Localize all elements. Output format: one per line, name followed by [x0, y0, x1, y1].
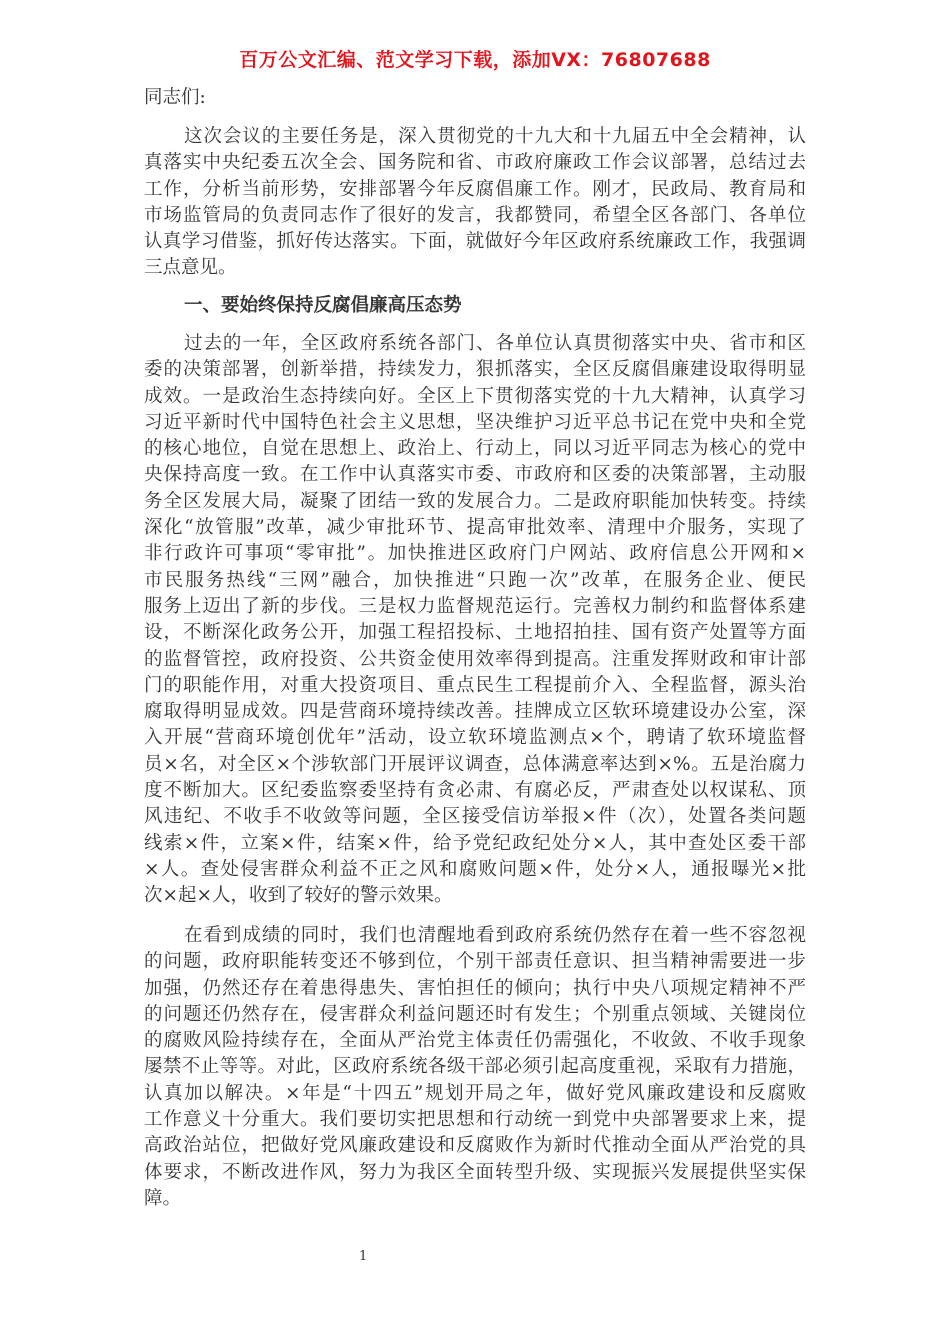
paragraph-3 [144, 923, 806, 1212]
text-line: 风违纪、不收手不收敛等问题，全区接受信访举报×件（次），处置各类问题 [144, 806, 806, 828]
paragraph-1 [144, 124, 806, 282]
text-line: 障。 [144, 1187, 182, 1209]
text-line: 的问题，政府职能转变还不够到位，个别干部责任意识、担当精神需要进一步 [144, 951, 806, 973]
text-line: 成效。一是政治生态持续向好。全区上下贯彻落实党的十九大精神，认真学习 [144, 385, 806, 407]
text-line: 次×起×人，收到了较好的警示效果。 [144, 885, 453, 907]
text-line: 门的职能作用，对重大投资项目、重点民生工程提前介入、全程监督，源头治 [144, 674, 806, 696]
text-line: 服务上迈出了新的步伐。三是权力监督规范运行。完善权力制约和监督体系建 [144, 595, 806, 617]
text-line: 央保持高度一致。在工作中认真落实市委、市政府和区委的决策部署，主动服 [144, 464, 806, 486]
greeting: 同志们: [144, 87, 206, 108]
text-line: 的监督管控，政府投资、公共资金使用效率得到提高。注重发挥财政和审计部 [144, 648, 806, 670]
text-line: 务全区发展大局，凝聚了团结一致的发展合力。二是政府职能加快转变。持续 [144, 490, 806, 512]
text-line: 高政治站位，把做好党风廉政建设和反腐败作为新时代推动全面从严治党的具 [144, 1135, 806, 1157]
text-line: 委的决策部署，创新举措，持续发力，狠抓落实，全区反腐倡廉建设取得明显 [144, 359, 806, 381]
text-line: 非行政许可事项“零审批”。加快推进区政府门户网站、政府信息公开网和× [144, 543, 806, 565]
text-line: 在看到成绩的同时，我们也清醒地看到政府系统仍然存在着一些不容忽视 [184, 925, 806, 946]
text-line: 加强，仍然还存在着患得患失、害怕担任的倾向；执行中央八项规定精神不严 [144, 977, 806, 999]
text-line: 腐取得明显成效。四是营商环境持续改善。挂牌成立区软环境建设办公室，深 [144, 701, 806, 723]
text-line: 入开展“营商环境创优年”活动，设立软环境监测点×个，聘请了软环境监督 [144, 727, 806, 749]
text-line: ×人。查处侵害群众利益不正之风和腐败问题×件，处分×人，通报曝光×批 [144, 858, 806, 880]
text-line: 认真学习借鉴，抓好传达落实。下面，就做好今年区政府系统廉政工作，我强调 [144, 231, 806, 253]
paragraph-2 [144, 331, 806, 910]
section-heading: 一、要始终保持反腐倡廉高压态势 [184, 295, 462, 316]
watermark-banner: 百万公文汇编、范文学习下载，添加VX：76807688 [239, 49, 711, 71]
text-line: 度不断加大。区纪委监察委坚持有贪必肃、有腐必反，严肃查处以权谋私、顶 [144, 780, 806, 802]
text-line: 的核心地位，自觉在思想上、政治上、行动上，同以习近平同志为核心的党中 [144, 438, 806, 460]
text-line: 习近平新时代中国特色社会主义思想，坚决维护习近平总书记在党中央和全党 [144, 411, 806, 433]
text-line: 市场监管局的负责同志作了很好的发言，我都赞同，希望全区各部门、各单位 [144, 204, 806, 226]
text-line: 认真加以解决。×年是“十四五”规划开局之年，做好党风廉政建设和反腐败 [144, 1082, 806, 1104]
text-line: 的腐败风险持续存在，全面从严治党主体责任仍需强化，不收敛、不收手现象 [144, 1030, 806, 1052]
text-line: 工作意义十分重大。我们要切实把思想和行动统一到党中央部署要求上来，提 [144, 1109, 806, 1131]
text-line: 屡禁不止等等。对此，区政府系统各级干部必须引起高度重视，采取有力措施， [144, 1056, 806, 1078]
text-line: 三点意见。 [144, 257, 237, 279]
text-line: 设，不断深化政务公开，加强工程招投标、土地招拍挂、国有资产处置等方面 [144, 622, 806, 644]
text-line: 过去的一年，全区政府系统各部门、各单位认真贯彻落实中央、省市和区 [184, 333, 806, 354]
text-line: 体要求，不断改进作风，努力为我区全面转型升级、实现振兴发展提供坚实保 [144, 1161, 806, 1183]
text-line: 深化“放管服”改革，减少审批环节、提高审批效率、清理中介服务，实现了 [144, 517, 806, 539]
text-line: 真落实中央纪委五次全会、国务院和省、市政府廉政工作会议部署，总结过去 [144, 152, 806, 174]
text-line: 这次会议的主要任务是，深入贯彻党的十九大和十九届五中全会精神，认 [184, 126, 806, 147]
page-number: 1 [359, 1249, 368, 1264]
text-line: 员×名，对全区×个涉软部门开展评议调查，总体满意率达到×%。五是治腐力 [144, 753, 806, 775]
text-line: 的问题还仍然存在，侵害群众利益问题还时有发生；个别重点领域、关键岗位 [144, 1003, 806, 1025]
text-line: 工作，分析当前形势，安排部署今年反腐倡廉工作。刚才，民政局、教育局和 [144, 178, 806, 200]
text-line: 市民服务热线“三网”融合，加快推进“只跑一次”改革，在服务企业、便民 [144, 569, 806, 591]
text-line: 线索×件，立案×件，结案×件，给予党纪政纪处分×人，其中查处区委干部 [144, 832, 806, 854]
